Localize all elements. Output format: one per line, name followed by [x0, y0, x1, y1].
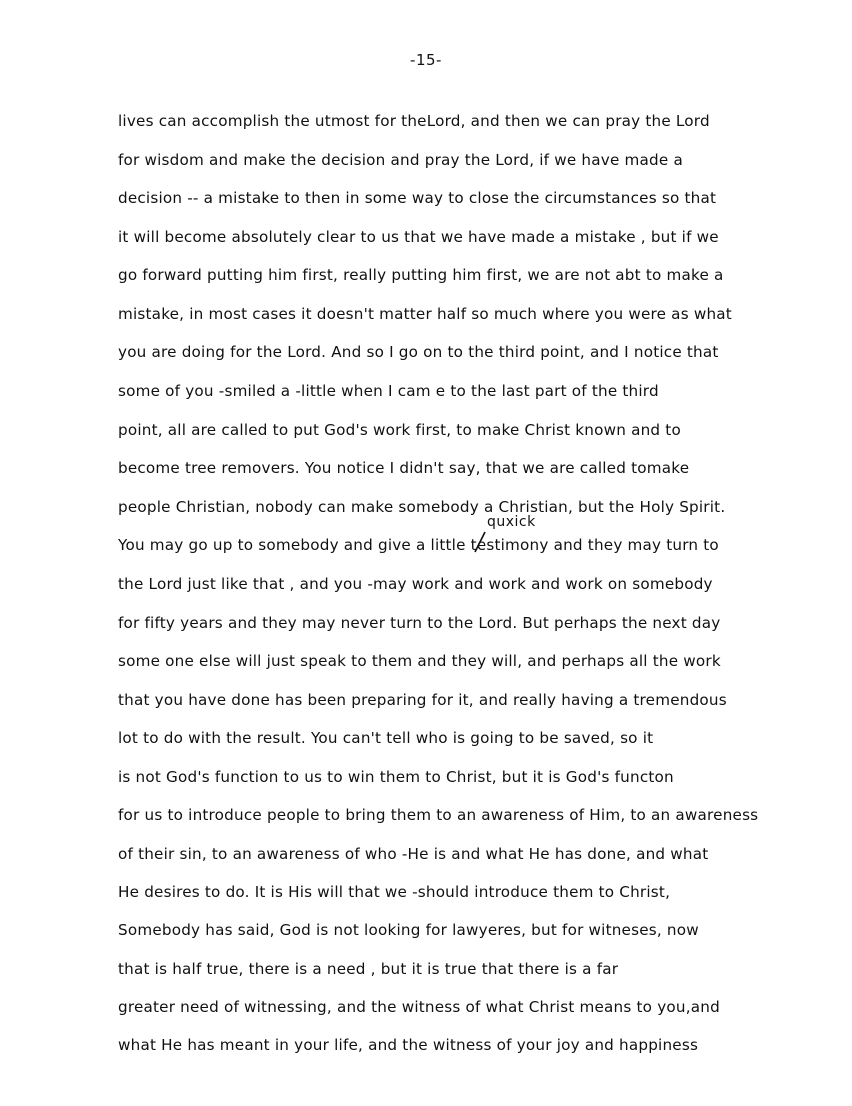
- text-line-3: decision -- a mistake to then in some way to close the circumstances so that: [118, 189, 717, 207]
- page-number: -15-: [410, 51, 442, 69]
- text-line-14: for fifty years and they may never turn to the Lord. But perhaps the next day: [118, 614, 721, 632]
- text-line-9: point, all are called to put God's work first, to make Christ known and to: [118, 421, 681, 439]
- text-line-10: become tree removers. You notice I didn't say, that we are called tomake: [118, 459, 690, 477]
- text-line-5: go forward putting him first, really putting him first, we are not abt to make a: [118, 266, 724, 284]
- text-line-24: greater need of witnessing, and the witness of what Christ means to you,and: [118, 998, 720, 1016]
- text-line-23: that is half true, there is a need , but it is true that there is a far: [118, 960, 619, 978]
- text-line-1: lives can accomplish the utmost for theLord, and then we can pray the Lord: [118, 112, 710, 130]
- text-line-2: for wisdom and make the decision and pray the Lord, if we have made a: [118, 151, 683, 169]
- text-line-16: that you have done has been preparing for it, and really having a tremendous: [118, 691, 727, 709]
- text-line-15: some one else will just speak to them and they will, and perhaps all the work: [118, 652, 721, 670]
- text-line-7: you are doing for the Lord. And so I go on to the third point, and I notice that: [118, 343, 719, 361]
- text-line-25: what He has meant in your life, and the witness of your joy and happiness: [118, 1036, 699, 1054]
- text-line-4: it will become absolutely clear to us that we have made a mistake , but if we: [118, 228, 719, 246]
- text-line-12: You may go up to somebody and give a little testimony and they may turn to: [118, 536, 719, 554]
- text-line-13: the Lord just like that , and you -may work and work and work on somebody: [118, 575, 713, 593]
- text-line-6: mistake, in most cases it doesn't matter half so much where you were as what: [118, 305, 732, 323]
- text-line-17: lot to do with the result. You can't tell who is going to be saved, so it: [118, 729, 654, 747]
- text-line-19: for us to introduce people to bring them to an awareness of Him, to an awareness: [118, 806, 759, 824]
- text-line-21: He desires to do. It is His will that we -should introduce them to Christ,: [118, 883, 671, 901]
- text-line-22: Somebody has said, God is not looking for lawyeres, but for witneses, now: [118, 921, 699, 939]
- text-line-18: is not God's function to us to win them to Christ, but it is God's functon: [118, 768, 674, 786]
- text-line-20: of their sin, to an awareness of who -He is and what He has done, and what: [118, 845, 709, 863]
- interlinear-insertion: quxick: [487, 514, 536, 530]
- text-line-8: some of you -smiled a -little when I cam e to the last part of the third: [118, 382, 659, 400]
- text-line-11: people Christian, nobody can make somebody a Christian, but the Holy Spirit.: [118, 498, 726, 516]
